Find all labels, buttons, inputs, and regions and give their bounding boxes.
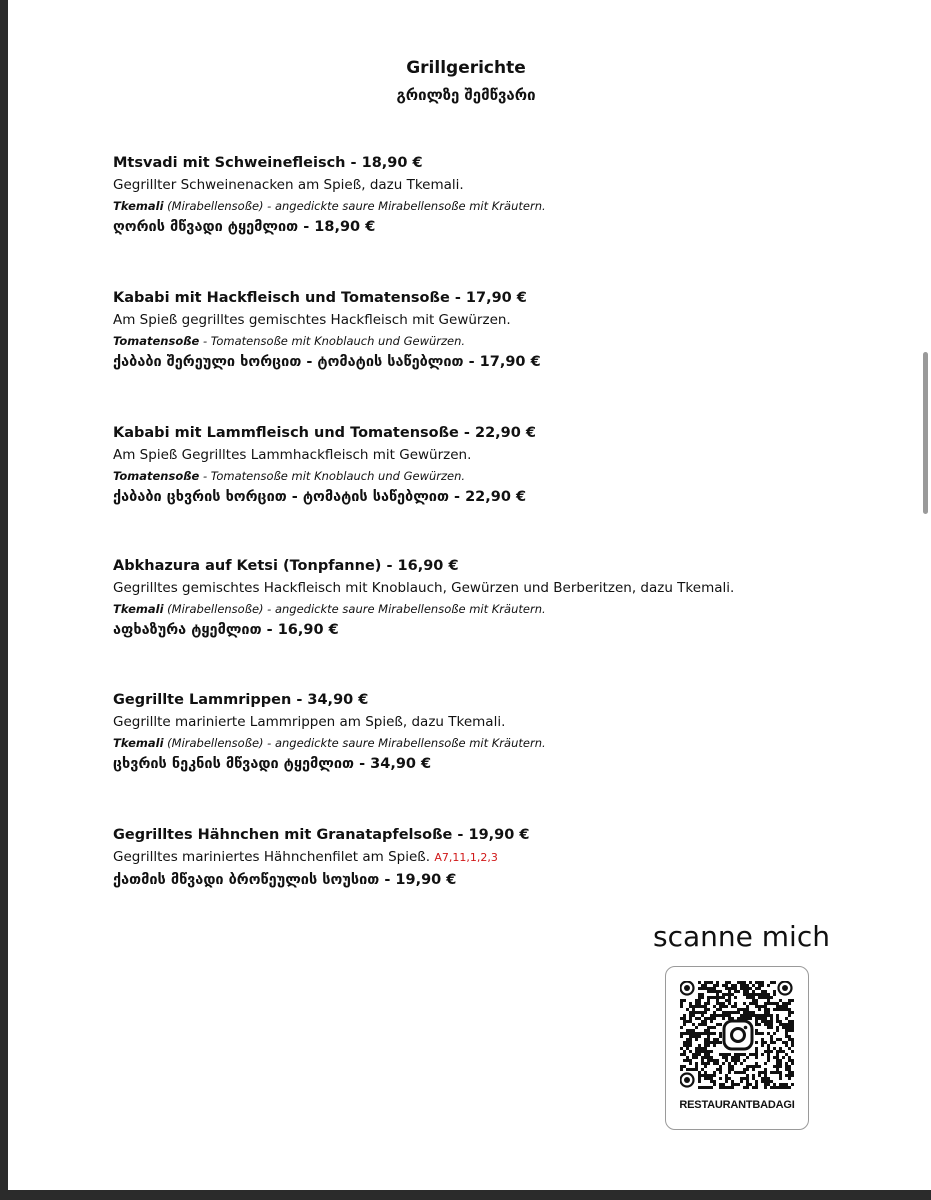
note-text: - Tomatensoße mit Knoblauch und Gewürzen. — [199, 334, 466, 348]
instagram-lens — [732, 1029, 745, 1042]
item-description: Gegrillte marinierte Lammrippen am Spieß, dazu Tkemali. — [113, 714, 506, 730]
item-title: Kababi mit Hackfleisch und Tomatensoße - 17,90 € — [113, 290, 527, 306]
item-title-georgian: ქაბაბი ცხვრის ხორცით - ტომატის საწებლით - 22,90 € — [113, 489, 527, 505]
instagram-flash — [744, 1026, 748, 1030]
item-description: Gegrillter Schweinenacken am Spieß, dazu Tkemali. — [113, 177, 464, 193]
note-text: (Mirabellensoße) - angedickte saure Mirabellensoße mit Kräutern. — [163, 736, 546, 750]
menu-item — [113, 422, 893, 508]
window-bottom-edge — [0, 1190, 931, 1200]
note-term: Tkemali — [113, 199, 164, 213]
note-text: (Mirabellensoße) - angedickte saure Mirabellensoße mit Kräutern. — [163, 602, 546, 616]
scrollbar-thumb[interactable] — [923, 352, 928, 514]
menu-item — [113, 824, 893, 891]
menu-item — [113, 152, 893, 238]
item-note — [113, 467, 893, 486]
qr-finder-dot — [684, 1077, 690, 1083]
item-title: Mtsvadi mit Schweinefleisch - 18,90 € — [113, 155, 423, 171]
qr-finder-dot — [684, 985, 690, 991]
item-title: Kababi mit Lammfleisch und Tomatensoße - 22,90 € — [113, 425, 536, 441]
item-title-georgian: ქათმის მწვადი ბროწეულის სოუსით - 19,90 € — [113, 872, 457, 888]
note-term: Tkemali — [113, 602, 164, 616]
note-term: Tomatensoße — [113, 334, 200, 348]
page-title-georgian: გრილზე შემწვარი — [396, 86, 536, 104]
scrollbar[interactable] — [921, 0, 931, 1190]
menu-item — [113, 689, 893, 775]
item-title: Abkhazura auf Ketsi (Tonpfanne) - 16,90 € — [113, 558, 459, 574]
menu-item — [113, 555, 893, 641]
menu-page — [8, 0, 924, 1190]
note-term: Tomatensoße — [113, 469, 200, 483]
item-note — [113, 332, 893, 351]
instagram-qr-card[interactable] — [665, 966, 809, 1130]
qr-account-name: RESTAURANTBADAGI — [679, 1099, 795, 1111]
allergen-codes: A7,11,1,2,3 — [434, 851, 498, 864]
item-description — [113, 846, 893, 869]
menu-item — [113, 287, 893, 373]
item-title-georgian: ცხვრის ნეკნის მწვადი ტყემლით - 34,90 € — [113, 756, 432, 772]
item-note — [113, 600, 893, 619]
qr-code — [680, 981, 794, 1089]
item-title-georgian: ღორის მწვადი ტყემლით - 18,90 € — [113, 219, 376, 235]
qr-modules — [680, 981, 794, 1089]
item-note — [113, 197, 893, 216]
item-title-georgian: აფხაზურა ტყემლით - 16,90 € — [113, 622, 339, 638]
item-title: Gegrilltes Hähnchen mit Granatapfelsoße - 19,90 € — [113, 827, 530, 843]
item-description: Gegrilltes gemischtes Hackfleisch mit Knoblauch, Gewürzen und Berberitzen, dazu Tkemali. — [113, 580, 735, 596]
item-note — [113, 734, 893, 753]
item-description: Am Spieß Gegrilltes Lammhackfleisch mit Gewürzen. — [113, 447, 472, 463]
item-title: Gegrillte Lammrippen - 34,90 € — [113, 692, 369, 708]
scan-label: scanne mich — [653, 920, 830, 953]
item-title-georgian: ქაბაბი შერეული ხორცით - ტომატის საწებლით - 17,90 € — [113, 354, 541, 370]
item-description: Am Spieß gegrilltes gemischtes Hackfleisch mit Gewürzen. — [113, 312, 511, 328]
instagram-icon — [724, 1021, 752, 1049]
item-description-text: Gegrilltes mariniertes Hähnchenfilet am Spieß. — [113, 849, 431, 865]
note-term: Tkemali — [113, 736, 164, 750]
note-text: (Mirabellensoße) - angedickte saure Mirabellensoße mit Kräutern. — [163, 199, 546, 213]
note-text: - Tomatensoße mit Knoblauch und Gewürzen. — [199, 469, 466, 483]
qr-finder-dot — [782, 985, 788, 991]
page-title: Grillgerichte — [406, 58, 526, 78]
